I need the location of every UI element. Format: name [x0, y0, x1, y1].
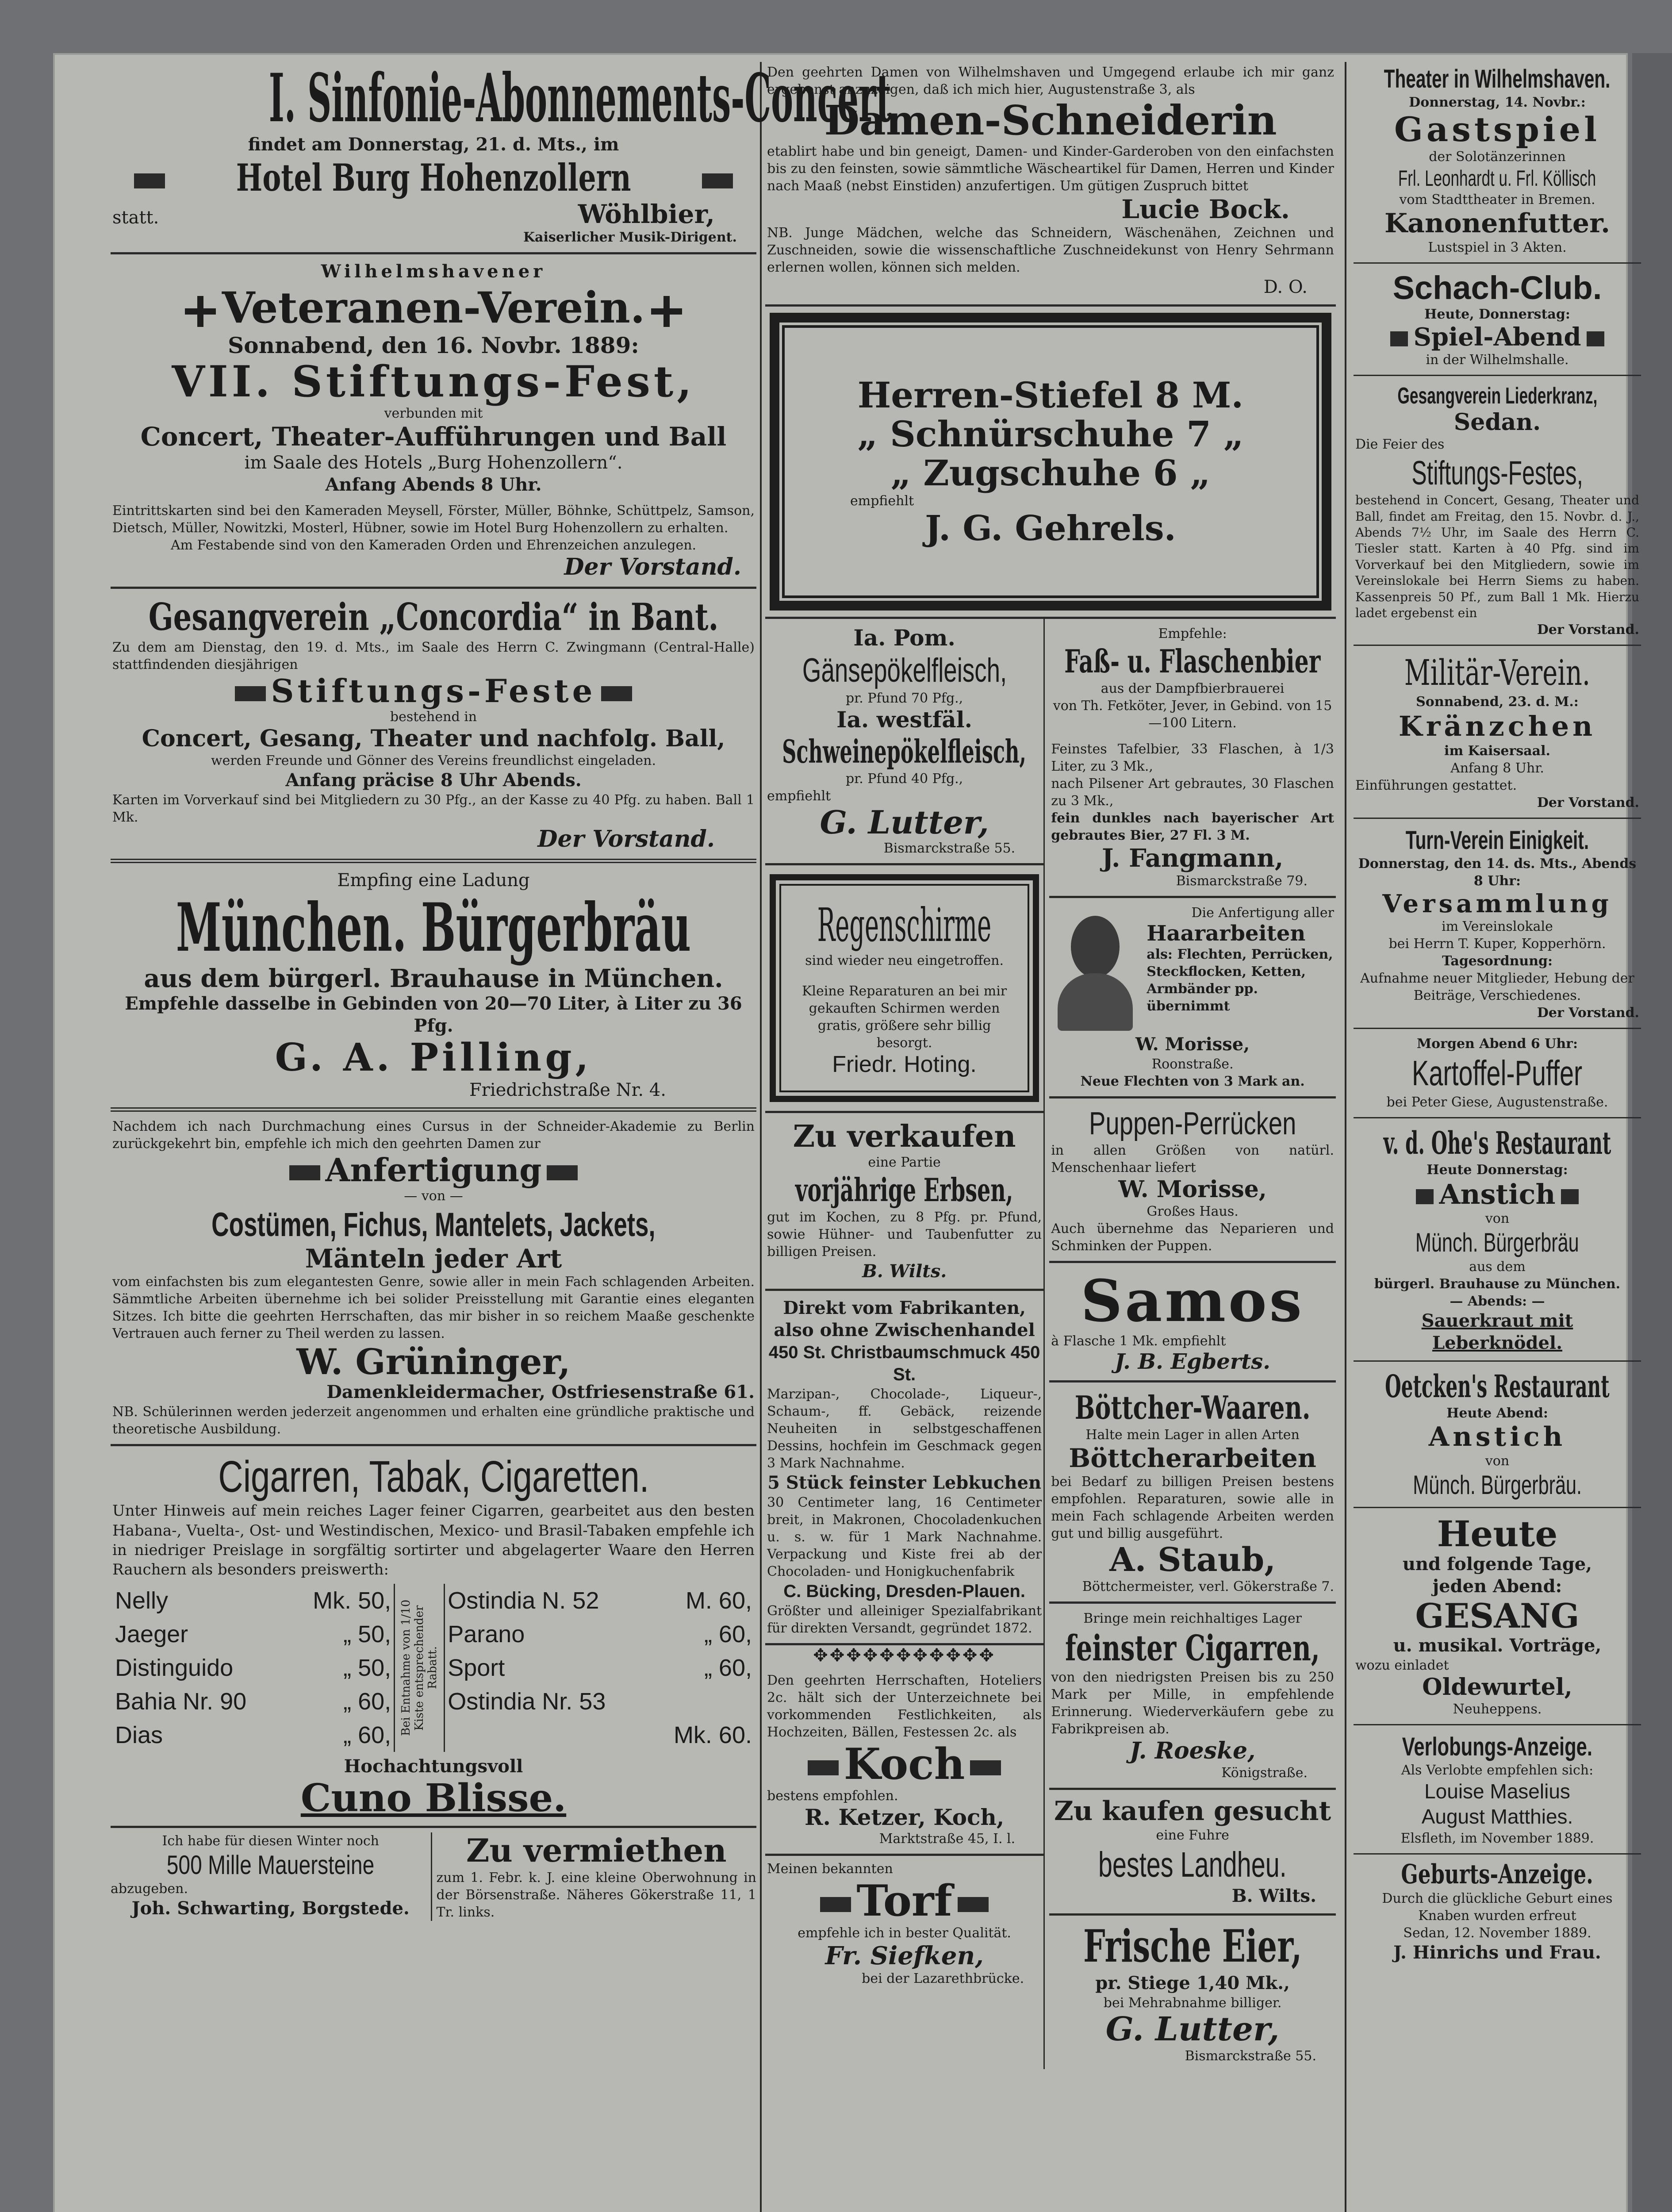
body-text: von den niedrigsten Preisen bis zu 250 Mark per Mille, in empfehlende Erinnerung. Wiederverkäufern gebe zu Fabrikpreisen ab. — [1051, 1670, 1334, 1737]
text-line: Empfehle: — [1158, 626, 1227, 641]
headline: Stiftungs-Festes, — [1411, 454, 1583, 492]
body-text: NB. Schülerinnen werden jederzeit angenommen und erhalten eine gründliche praktische und theoretische Ausbildung. — [112, 1404, 755, 1437]
merchant-name: A. Staub, — [1109, 1540, 1276, 1579]
merchant-name: Friedr. Hoting. — [832, 1051, 977, 1077]
headline: Damen-Schneiderin — [824, 96, 1277, 144]
text-line: empfiehlt — [850, 493, 914, 509]
merchant-name: Oldewurtel, — [1422, 1673, 1572, 1701]
body-text: zum 1. Febr. k. J. eine kleine Oberwohnung in der Börsenstraße. Näheres Gökerstraße 11, 1 Tr. links. — [436, 1870, 756, 1920]
text-line: Heute Abend: — [1446, 1406, 1548, 1421]
headline: Gesangverein „Concordia“ in Bant. — [148, 595, 719, 639]
body-text: Größter und alleiniger Spezialfabrikant für direkten Versandt, gegründet 1872. — [767, 1603, 1042, 1636]
ornament-icon — [820, 1897, 851, 1912]
price-line: „ Zugschuhe 6 „ — [890, 452, 1211, 494]
body-text: Eintrittskarten sind bei den Kameraden Meysell, Förster, Müller, Böhnke, Schüttpelz, Samson, Dietsch, Müller, Nowitzki, Mosterl, Hübner, sowie im Hotel Burg Hohenzollern zu erhalten. — [112, 503, 755, 536]
column-rule — [760, 62, 762, 2212]
body-text: gut im Kochen, zu 8 Pfg. pr. Pfund, sowie Hühner- und Taubenfutter zu billigen Preisen. — [767, 1209, 1042, 1260]
body-text: Karten im Vorverkauf sind bei Mitgliedern zu 30 Pfg., an der Kasse zu 40 Pfg. zu haben. Ball 1 Mk. — [112, 792, 755, 825]
rabatt-note: Bei Entnahme von 1/10 Kiste entsprechender Rabatt. — [399, 1600, 440, 1736]
text-line: — von — — [404, 1188, 463, 1204]
column-rule — [1345, 62, 1346, 2212]
ad-concordia — [111, 589, 756, 863]
text-line: bei Mehrabnahme billiger. — [1103, 1995, 1282, 2011]
ad-sinfonie-concert — [111, 58, 892, 254]
body-text: Marzipan-, Chocolade-, Liqueur-, Schaum-, ff. Gebäck, reizende Neuheiten in selbstgeschaffenen Dessins, hochfein im Geschmack gegen 3 Mark Nachnahme. — [767, 1386, 1042, 1471]
date-line: Sonnabend, den 16. Novbr. 1889: — [228, 332, 639, 359]
body-text: NB. Junge Mädchen, welche das Schneidern, Wäschenähen, Zeichnen und Zuschneiden, sowie die wissenschaftliche Zuschneidekunst von Henry Sehrmann erlernen wollen, können sich melden. — [767, 225, 1334, 275]
signature: Der Vorstand. — [1537, 1005, 1639, 1021]
headline: Frische Eier, — [1083, 1920, 1302, 1972]
ad-boettcher — [1049, 1382, 1336, 1604]
ad-buecking — [765, 1291, 1043, 1645]
ad-gesang — [1354, 1508, 1641, 1725]
signature: Der Vorstand. — [564, 553, 741, 580]
headline: Oetcken's Restaurant — [1385, 1368, 1610, 1405]
headline: bestes Landheu. — [1098, 1844, 1287, 1884]
text-line: u. musikal. Vorträge, — [1393, 1635, 1602, 1656]
ad-torf — [765, 1856, 1043, 1992]
subtitle: Empfing eine Ladung — [337, 870, 530, 891]
iron-cross-icon — [185, 296, 216, 327]
body-text: Auch übernehme das Neparieren und Schminken der Puppen. — [1051, 1221, 1334, 1254]
address: Königstraße. — [1221, 1765, 1308, 1781]
body-text: Unter Hinweis auf mein reiches Lager feiner Cigarren, gearbeitet aus den besten Habana-, Vuelta-, Ost- und Westindischen, Mexico- und Brasil-Tabaken empfehle ich in niedriger Preislage in sorgfältig sortirter und abgelagerter Waare den Herren Rauchern als besonders preiswerth: — [112, 1502, 755, 1578]
ad-geburt — [1354, 1855, 1641, 1968]
body-text: Feinstes Tafelbier, 33 Flaschen, à 1/3 Liter, zu 3 Mk., — [1051, 741, 1334, 774]
merchant-name: B. Wilts. — [1231, 1885, 1316, 1906]
body-text: Nachdem ich nach Durchmachung eines Cursus in der Schneider-Akademie zu Berlin zurückgekehrt bin, empfehle ich mich den geehrten Damen zur — [112, 1118, 755, 1152]
subtitle: Wilhelmshavener — [321, 261, 546, 282]
address: Bismarckstraße 55. — [1185, 2048, 1316, 2064]
text-line: Anfang 8 Uhr. — [1450, 760, 1544, 776]
text-line: von — [1485, 1453, 1510, 1469]
text-line: Die Anfertigung aller — [1191, 905, 1334, 921]
address: Bismarckstraße 79. — [1176, 873, 1308, 889]
text-line: Halte mein Lager in allen Arten — [1085, 1427, 1300, 1443]
ad-cigarren — [111, 1446, 756, 1828]
headline: Münch. Bürgerbräu — [1415, 1228, 1579, 1258]
ad-liederkranz — [1354, 376, 1641, 646]
headline: 450 St. Christbaumschmuck 450 St. — [768, 1342, 1040, 1384]
headline: Turn-Verein Einigkeit. — [1405, 826, 1589, 855]
headline: Theater in Wilhelmshaven. — [1384, 65, 1611, 93]
body-text: bei Bedarf zu billigen Preisen bestens empfohlen. Reparaturen, sowie alle in mein Fach schlagende Arbeiten werden gut und billig ausgeführt. — [1051, 1474, 1334, 1541]
ad-fangmann-bier — [1049, 619, 1336, 898]
ad-frische-eier — [1049, 1916, 1336, 2069]
headline: Böttcher-Waaren. — [1074, 1389, 1311, 1427]
text-line: von Th. Fetköter, Jever, in Gebind. von 15—100 Litern. — [1053, 698, 1332, 731]
body-text: Zu dem am Dienstag, den 19. d. Mts., im Saale des Herrn C. Zwingmann (Central-Halle) stattfindenden diesjährigen — [112, 639, 755, 672]
headline: Gesangverein Liederkranz, — [1397, 383, 1598, 409]
merchant-name: R. Ketzer, Koch, — [804, 1804, 1005, 1831]
body-text: als: Flechten, Perrücken, Steckflocken, Ketten, Armbänder pp. übernimmt — [1147, 947, 1333, 1014]
ornament-icon — [970, 1760, 1001, 1775]
date-line: Sonnabend, 23. d. M.: — [1416, 694, 1579, 710]
ornament-icon — [134, 173, 165, 188]
table-row: Mk. 60. — [673, 1722, 752, 1749]
sub-column-b — [1043, 619, 1336, 2070]
price-table-right — [445, 1584, 755, 1752]
text-line: Heute Donnerstag: — [1427, 1162, 1568, 1178]
headline: VII. Stiftungs-Fest, — [172, 356, 695, 407]
column-right — [1354, 58, 1641, 2212]
signature: Der Vorstand. — [1537, 622, 1639, 638]
headline: feinster Cigarren, — [1065, 1627, 1320, 1669]
text-line: Tagesordnung: — [1442, 953, 1553, 969]
text-line: empfiehlt — [767, 788, 831, 804]
ad-vermiethen — [431, 1832, 757, 1921]
text-line: im Kaisersaal. — [1444, 743, 1550, 759]
signature: D. O. — [1263, 276, 1308, 297]
column-middle — [765, 58, 1336, 2212]
play-title: Kanonenfutter. — [1384, 207, 1611, 239]
headline: Zu kaufen gesucht — [1054, 1795, 1331, 1827]
ad-muenchen-buergerbraeu — [111, 863, 756, 1112]
ad-roeske-cigarren — [1049, 1604, 1336, 1790]
ad-puppen-perruecken — [1049, 1098, 1336, 1263]
headline: Direkt vom Fabrikanten, also ohne Zwischenhandel — [774, 1297, 1035, 1340]
ad-erbsen — [765, 1113, 1043, 1291]
text-line: abzugeben. — [111, 1881, 188, 1897]
ornament-icon — [601, 686, 632, 701]
ad-morisse-haararbeiten — [1049, 898, 1336, 1098]
text-line: Anfang präcise 8 Uhr Abends. — [285, 769, 582, 791]
ornament-icon — [1561, 1189, 1579, 1204]
signature: Der Vorstand. — [1537, 795, 1639, 810]
merchant-name: B. Wilts. — [862, 1260, 947, 1282]
text-line: werden Freunde und Gönner des Vereins freundlichst eingeladen. — [211, 753, 656, 768]
text-line: Ia. westfäl. — [836, 707, 973, 733]
ornament-icon — [1587, 331, 1604, 346]
headline: Anfertigung — [325, 1151, 542, 1189]
body-text: etablirt habe und bin geneigt, Damen- und Kinder-Garderoben von den einfachsten bis zu den feinsten, sowie sämmtliche Wäscheartikel für Damen, Herren und Kinder nach Maaß (nebst Einstiden) anzufertigen. Um gütigen Zuspruch bittet — [767, 144, 1334, 194]
headline: I. Sinfonie-Abonnements-Concert — [268, 59, 892, 137]
ad-oetcken-restaurant — [1354, 1362, 1641, 1508]
text-line: jeden Abend: — [1432, 1576, 1562, 1597]
table-row: Ostindia Nr. 53 — [448, 1688, 606, 1715]
performer-names: Frl. Leonhardt u. Frl. Köllisch — [1398, 165, 1596, 191]
headline: Spiel-Abend — [1413, 322, 1581, 352]
merchant-name: W. Grüninger, — [296, 1341, 571, 1383]
address: Marktstraße 45, I. l. — [879, 1831, 1016, 1847]
date-line: Donnerstag, den 14. ds. Mts., Abends 8 Uhr: — [1358, 856, 1637, 889]
text-line: Bringe mein reichhaltiges Lager — [1083, 1611, 1302, 1627]
text-line: bestehend in — [390, 709, 477, 725]
price-line: „ Schnürschuhe 7 „ — [857, 413, 1244, 455]
headline: Militär-Verein. — [1404, 652, 1591, 694]
merchant-name: G. Lutter, — [1105, 2010, 1280, 2048]
ad-gehrels — [765, 307, 1336, 619]
woman-portrait-icon — [1051, 907, 1139, 1031]
address: Neuheppens. — [1453, 1701, 1542, 1717]
price-list — [112, 1584, 755, 1752]
address: Böttchermeister, verl. Gökerstraße 7. — [1082, 1579, 1334, 1595]
text-line: à Flasche 1 Mk. empfiehlt — [1051, 1333, 1226, 1349]
ad-militaer-verein — [1354, 646, 1641, 818]
headline: Torf — [856, 1875, 952, 1926]
headline: Koch — [844, 1739, 965, 1789]
text-line: wozu einladet — [1355, 1657, 1449, 1673]
table-row: Sport „ 60, — [448, 1655, 752, 1682]
headline: Verlobungs-Anzeige. — [1402, 1732, 1593, 1761]
headline: Heute — [1437, 1513, 1558, 1555]
headline: Costümen, Fichus, Mantelets, Jackets, — [211, 1206, 656, 1244]
headline: v. d. Ohe's Restaurant — [1383, 1124, 1611, 1161]
text-line: der Solotänzerinnen — [1429, 149, 1566, 165]
headline: Kränzchen — [1398, 710, 1596, 743]
ad-damen-schneiderin — [765, 58, 1336, 307]
text-line: bestens empfohlen. — [767, 1788, 898, 1804]
subtitle: Sedan. — [1453, 409, 1541, 436]
headline: Gastspiel — [1394, 110, 1601, 149]
body-text: nach Pilsener Art gebrautes, 30 Flaschen zu 3 Mk., — [1051, 776, 1334, 809]
text-line: empfehle ich in bester Qualität. — [798, 1925, 1011, 1941]
text-line: Anfang Abends 8 Uhr. — [325, 474, 542, 495]
headline: 5 Stück feinster Lebkuchen — [767, 1472, 1042, 1493]
place-line: Sedan, 12. November 1889. — [1403, 1925, 1591, 1941]
date-line: Donnerstag, 14. Novbr.: — [1409, 95, 1586, 110]
ornamental-frame — [770, 313, 1331, 611]
merchant-name: Joh. Schwarting, Borgstede. — [131, 1897, 410, 1919]
ad-schach-club — [1354, 264, 1641, 376]
text-line: Neue Flechten von 3 Mark an. — [1080, 1074, 1305, 1090]
merchant-name: Lucie Bock. — [1121, 194, 1290, 225]
ad-mauersteine — [111, 1832, 431, 1921]
headline: Kartoffel-Puffer — [1412, 1053, 1583, 1093]
ad-regenschirme — [765, 865, 1043, 1113]
headline: Geburts-Anzeige. — [1401, 1859, 1594, 1890]
text-line: aus dem — [1469, 1259, 1526, 1275]
text-line: Morgen Abend 6 Uhr: — [1416, 1036, 1578, 1052]
table-row: Ostindia N. 52 M. 60, — [448, 1587, 752, 1614]
address: bei der Lazarethbrücke. — [862, 1970, 1024, 1986]
text-line: sind wieder neu eingetroffen. — [805, 952, 1004, 968]
text-line: bei Herrn T. Kuper, Kopperhörn. — [1388, 936, 1606, 952]
text-line: von — [1485, 1211, 1510, 1227]
ad-verlobung — [1354, 1725, 1641, 1855]
headline: Versammlung — [1382, 889, 1612, 918]
text-line: im Saale des Hotels „Burg Hohenzollern“. — [244, 452, 623, 473]
body-text: Am Festabende sind von den Kameraden Orden und Ehrenzeichen anzulegen. — [170, 537, 697, 553]
headline: Mänteln jeder Art — [305, 1243, 562, 1274]
headline: Cigarren, Tabak, Cigaretten. — [218, 1452, 649, 1502]
address: Bismarckstraße 55. — [883, 840, 1016, 856]
merchant-name: W. Morisse, — [1118, 1176, 1267, 1203]
text-line: bei Peter Giese, Augustenstraße. — [1386, 1094, 1608, 1110]
body-text: Durch die glückliche Geburt eines Knaben wurden erfreut — [1382, 1890, 1613, 1924]
text-line: aus der Dampfbierbrauerei — [1101, 680, 1285, 696]
headline: Anstich — [1428, 1421, 1566, 1453]
table-row: Nelly Mk. 50, — [115, 1587, 391, 1614]
ad-turn-verein — [1354, 819, 1641, 1029]
headline: Samos — [1081, 1267, 1304, 1335]
program-line: Concert, Theater-Aufführungen und Ball — [140, 422, 727, 452]
text-line: bürgerl. Brauhause zu München. — [1374, 1276, 1621, 1292]
name-line: J. Hinrichs und Frau. — [1393, 1942, 1601, 1963]
text-line: findet am Donnerstag, 21. d. Mts., im — [248, 134, 619, 155]
merchant-name: C. Bücking, Dresden-Plauen. — [783, 1581, 1025, 1601]
merchant-name: W. Morisse, — [1135, 1034, 1250, 1055]
signature: Der Vorstand. — [537, 825, 715, 853]
body-text: Den geehrten Damen von Wilhelmshaven und Umgegend erlaube ich mir ganz ergebenst anzuzeigen, daß ich mich hier, Augustenstraße 3, als — [767, 65, 1334, 97]
merchant-name: J. B. Egberts. — [1115, 1349, 1271, 1374]
ad-grueninger — [111, 1112, 756, 1447]
text-line: Sauerkraut mit Leberknödel. — [1421, 1310, 1573, 1354]
body-text: Den geehrten Herrschaften, Hoteliers 2c. hält sich der Unterzeichnete bei vorkommenden Festlichkeiten, als Hochzeiten, Bällen, Festessen 2c. als — [767, 1672, 1042, 1740]
price-line: pr. Stiege 1,40 Mk., — [1095, 1972, 1290, 1993]
headline: Faß- u. Flaschenbier — [1064, 642, 1321, 680]
headline: Haararbeiten — [1147, 921, 1306, 946]
merchant-name: J. Fangmann, — [1101, 843, 1284, 873]
address: Roonstraße. — [1151, 1056, 1234, 1072]
ad-theater — [1354, 58, 1641, 264]
headline: vorjährige Erbsen, — [795, 1171, 1013, 1209]
text-line: eine Partie — [868, 1154, 941, 1170]
name-line: Louise Maselius — [1424, 1779, 1570, 1803]
table-row: Parano „ 60, — [448, 1621, 752, 1648]
headline: Münch. Bürgerbräu. — [1413, 1470, 1582, 1500]
text-line: Einführungen gestattet. — [1355, 777, 1517, 793]
body-text: in allen Größen von natürl. Menschenhaar liefert — [1051, 1143, 1334, 1176]
text-line: vom Stadttheater in Bremen. — [1399, 192, 1595, 207]
text-line: Lustspiel in 3 Akten. — [1428, 239, 1567, 255]
headline: Schach-Club. — [1392, 269, 1602, 306]
program-line: Concert, Gesang, Theater und nachfolg. Ball, — [142, 725, 725, 752]
headline: Gänsepökelfleisch, — [802, 652, 1007, 690]
ad-ohe-restaurant — [1354, 1118, 1641, 1362]
headline: München. Bürgerbräu — [176, 888, 691, 967]
ad-lutter-poekelfleisch — [765, 619, 1043, 865]
ad-kartoffel-puffer — [1354, 1029, 1641, 1118]
ornament-icon — [235, 686, 266, 701]
headline: Zu verkaufen — [793, 1118, 1016, 1154]
table-row: Bahia Nr. 90 „ 60, — [115, 1688, 391, 1715]
text-line: pr. Pfund 40 Pfg., — [845, 771, 963, 787]
text-line: statt. — [112, 207, 159, 228]
ornament-row: ✥✥✥✥✥✥✥✥✥✥✥ — [813, 1645, 996, 1666]
address: Friedrichstraße Nr. 4. — [469, 1079, 666, 1100]
merchant-name: J. G. Gehrels. — [925, 508, 1176, 549]
price-table-left — [112, 1584, 394, 1752]
place-line: Elsfleth, im November 1889. — [1400, 1830, 1594, 1846]
greeting: Hochachtungsvoll — [344, 1756, 523, 1777]
iron-cross-icon — [651, 296, 682, 327]
body-text: Kleine Reparaturen an bei mir gekauften Schirmen werden gratis, größere sehr billig besorgt. — [802, 983, 1007, 1051]
merchant-name: G. Lutter, — [820, 803, 989, 841]
merchant-name: Fr. Siefken, — [825, 1941, 984, 1970]
headline: Zu vermiethen — [466, 1831, 727, 1869]
text-line: Meinen bekannten — [767, 1861, 893, 1877]
sub-column-a — [765, 619, 1043, 2070]
headline: Stiftungs-Feste — [271, 672, 596, 710]
body-text: Aufnahme neuer Mitglieder, Hebung der Beiträge, Verschiedenes. — [1360, 970, 1634, 1003]
body-text: bestehend in Concert, Gesang, Theater und Ball, findet am Freitag, den 15. Novbr. d. J., Abends 7½ Uhr, im Saale des Herrn C. Tiesler statt. Karten à 40 Pfg. sind im Vorverkauf bei den Mitgliedern, sowie im Vereinslokale bei Herrn Siems zu haben. Kassenpreis 50 Pf., zum Ball 1 Mk. Hierzu ladet ergebenst ein — [1355, 493, 1639, 620]
text-line: — Abends: — — [1450, 1294, 1545, 1310]
ornament-icon — [289, 1165, 320, 1180]
headline: Anstich — [1439, 1178, 1556, 1210]
name-line: August Matthies. — [1421, 1805, 1573, 1828]
table-row: Jaeger „ 50, — [115, 1621, 391, 1648]
ad-ketzer-koch — [765, 1666, 1043, 1856]
body-text: 30 Centimeter lang, 16 Centimeter breit, in Makronen, Chocoladenkuchen u. s. w. für 1 Mark Nachnahme. Verpackung und Kiste frei ab der Chocoladen- und Honigkuchenfabrik — [767, 1494, 1042, 1579]
headline: 500 Mille Mauersteine — [166, 1850, 375, 1880]
headline: Veteranen-Verein. — [222, 283, 645, 333]
text-line: Die Feier des — [1355, 437, 1445, 453]
headline: Regenschirme — [817, 898, 992, 952]
text-line: Ich habe für diesen Winter noch — [162, 1833, 379, 1849]
price-line: Herren-Stiefel 8 M. — [857, 374, 1244, 416]
address: Großes Haus. — [1147, 1203, 1239, 1219]
text-line: Ia. Pom. — [853, 624, 955, 651]
body-text: fein dunkles nach bayerischer Art gebrautes Bier, 27 Fl. 3 M. — [1051, 810, 1334, 843]
signature-name: Wöhlbier, — [578, 199, 715, 229]
text-line: Als Verlobte empfehlen sich: — [1401, 1762, 1594, 1778]
ornament-icon — [958, 1897, 989, 1912]
text-line: im Vereinslokale — [1442, 918, 1553, 934]
ad-veteranen-verein — [111, 254, 756, 589]
ad-landheu — [1049, 1790, 1336, 1916]
signature-role: Kaiserlicher Musik-Dirigent. — [523, 230, 737, 246]
headline: GESANG — [1415, 1596, 1580, 1636]
merchant-name: G. A. Pilling, — [275, 1035, 592, 1080]
text-line: Heute, Donnerstag: — [1424, 306, 1570, 322]
text-line: und folgende Tage, — [1402, 1554, 1592, 1575]
ornament-icon — [1416, 1189, 1434, 1204]
text-line: pr. Pfund 70 Pfg., — [845, 691, 963, 707]
ornament-icon — [808, 1760, 839, 1775]
framed-box — [770, 874, 1039, 1102]
merchant-role: Damenkleidermacher, Ostfriesenstraße 61. — [326, 1382, 755, 1403]
offer-line: Empfehle dasselbe in Gebinden von 20—70 Liter, à Liter zu 36 Pfg. — [125, 993, 742, 1036]
ad-samos — [1049, 1263, 1336, 1382]
headline: Schweinepökelfleisch, — [782, 732, 1027, 770]
text-line: aus dem bürgerl. Brauhause in München. — [144, 964, 723, 993]
headline: Puppen-Perrücken — [1089, 1106, 1296, 1142]
text-line: in der Wilhelmshalle. — [1426, 352, 1569, 368]
merchant-name: Cuno Blisse. — [300, 1776, 567, 1821]
body-text: vom einfachsten bis zum elegantesten Genre, sowie aller in mein Fach schlagenden Arbeiten. Sämmtliche Arbeiten übernehme ich bei solider Preisstellung mit Garantie eines eleganten Sitzes. Ich bitte die geehrten Herrschaften, das mir bisher in so reichem Maaße geschenkte Vertrauen auch ferner zu Theil werden zu lassen. — [112, 1274, 755, 1342]
table-row: Distinguido „ 50, — [115, 1655, 391, 1682]
text-line: verbunden mit — [384, 406, 483, 422]
headline: Böttcherarbeiten — [1069, 1443, 1316, 1474]
text-line: eine Fuhre — [1156, 1827, 1229, 1843]
ornament-icon — [547, 1165, 578, 1180]
merchant-name: J. Roeske, — [1129, 1737, 1256, 1765]
ornament-icon — [702, 173, 733, 188]
ornament-icon — [1390, 331, 1408, 346]
venue: Hotel Burg Hohenzollern — [236, 155, 631, 200]
table-row: Dias „ 60, — [115, 1722, 391, 1749]
